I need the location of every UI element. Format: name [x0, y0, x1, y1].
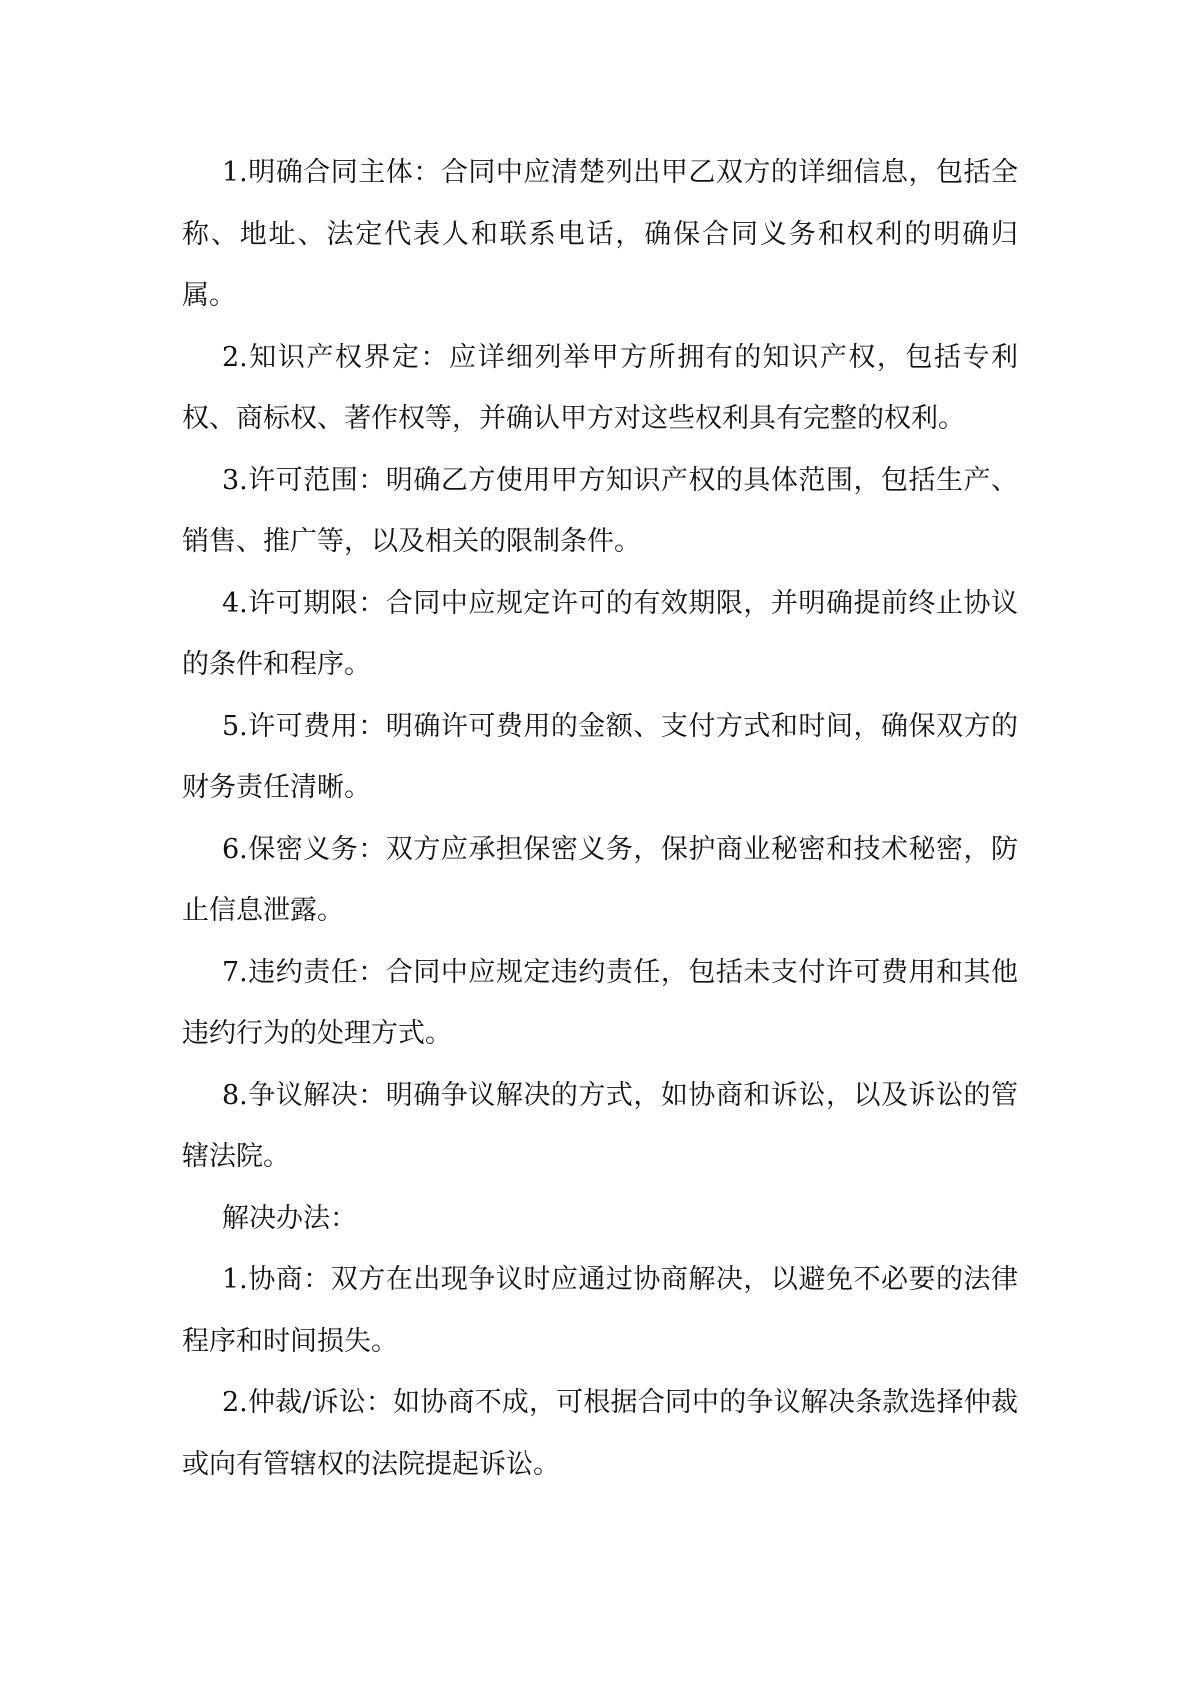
paragraph-negotiation: 1.协商：双方在出现争议时应通过协商解决，以避免不必要的法律程序和时间损失。	[182, 1264, 1018, 1357]
paragraph-license-term: 4.许可期限：合同中应规定许可的有效期限，并明确提前终止协议的条件和程序。	[182, 587, 1018, 680]
paragraph-breach-liability: 7.违约责任：合同中应规定违约责任，包括未支付许可费用和其他违约行为的处理方式。	[182, 956, 1018, 1049]
paragraph-confidentiality: 6.保密义务：双方应承担保密义务，保护商业秘密和技术秘密，防止信息泄露。	[182, 833, 1018, 926]
paragraph-license-fee: 5.许可费用：明确许可费用的金额、支付方式和时间，确保双方的财务责任清晰。	[182, 710, 1018, 803]
paragraph-solutions-heading: 解决办法：	[222, 1202, 357, 1234]
document-body	[182, 142, 1018, 1495]
paragraph-contract-parties: 1.明确合同主体：合同中应清楚列出甲乙双方的详细信息，包括全称、地址、法定代表人和联系电话，确保合同义务和权利的明确归属。	[182, 157, 1018, 311]
paragraph-dispute-resolution: 8.争议解决：明确争议解决的方式，如协商和诉讼，以及诉讼的管辖法院。	[182, 1079, 1018, 1172]
paragraph-ip-definition: 2.知识产权界定：应详细列举甲方所拥有的知识产权，包括专利权、商标权、著作权等，并确认甲方对这些权利具有完整的权利。	[182, 341, 1018, 434]
paragraph-license-scope: 3.许可范围：明确乙方使用甲方知识产权的具体范围，包括生产、销售、推广等，以及相关的限制条件。	[182, 464, 1018, 557]
paragraph-arbitration-litigation: 2.仲裁/诉讼：如协商不成，可根据合同中的争议解决条款选择仲裁或向有管辖权的法院提起诉讼。	[182, 1387, 1018, 1480]
